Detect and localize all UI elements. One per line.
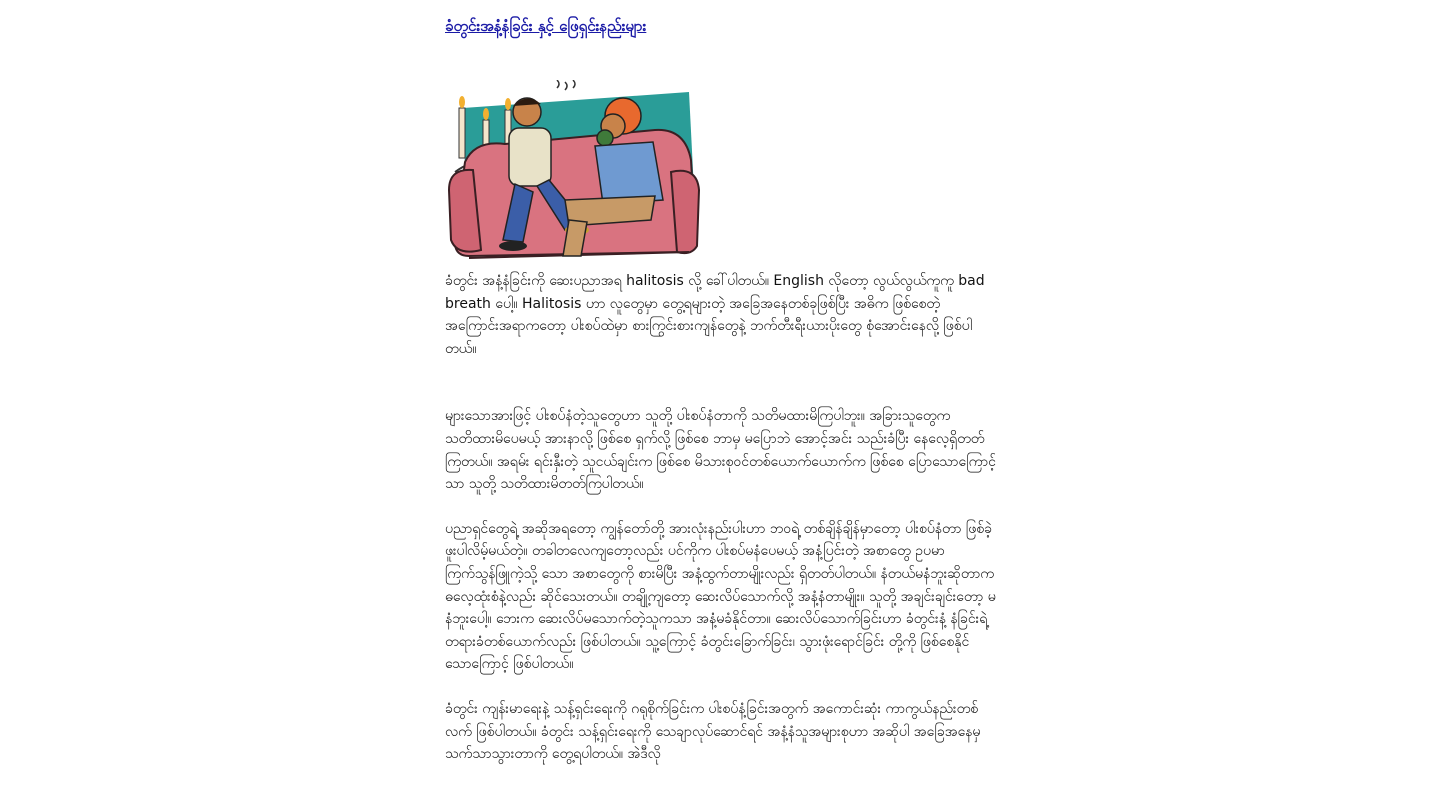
paragraph-experts: ပညာရှင်တွေရဲ့ အဆိုအရတော့ ကျွန်တော်တို့ အားလုံးနည်းပါးဟာ ဘဝရဲ့ တစ်ချိန်ချိန်မှာတော့ ပါးစပ်နံတာ ဖြစ်ခဲ့ဖူးပါလိမ့်မယ်တဲ့။ တခါတလေကျတော့လည်း ပင်ကိုက ပါးစပ်မနံပေမယ့် အနံ့ပြင်းတဲ့ အစာတွေ ဥပမာ ကြက်သွန်ဖြူကဲ့သို့ သော အစာတွေကို စားမိပြီး အနံ့ထွက်တာမျိုးလည်း ရှိတတ်ပါတယ်။ နံတယ်မနံဘူးဆိုတာက ဓလေ့ထုံးစံနဲ့လည်း ဆိုင်သေးတယ်။ တချို့ကျတော့ ဆေးလိပ်သောက်လို့ အနံ့နံတာမျိုး။ သူတို့ အချင်းချင်းတော့ မနံဘူးပေါ့။ ဘေးက ဆေးလိပ်မသောက်တဲ့သူကသာ အနံ့မခံနိုင်တာ။ ဆေးလိပ်သောက်ခြင်းဟာ ခံတွင်းနံ့ နံခြင်းရဲ့ တရားခံတစ်ယောက်လည်း ဖြစ်ပါတယ်။ သူ့ကြောင့် ခံတွင်းခြောက်ခြင်း၊ သွားဖုံးရောင်ခြင်း တို့ကို ဖြစ်စေနိုင်သောကြောင့် ဖြစ်ပါတယ်။: [445, 520, 996, 673]
article: [445, 14, 997, 766]
paragraph-gap: [445, 496, 997, 518]
paragraph-awareness: များသောအားဖြင့် ပါးစပ်နံတဲ့သူတွေဟာ သူတို့ ပါးစပ်နံတာကို သတိမထားမိကြပါဘူး။ အခြားသူတွေက သတိထားမိပေမယ့် အားနာလို့ ဖြစ်စေ ရှက်လို့ ဖြစ်စေ ဘာမှ မပြောဘဲ အောင့်အင်း သည်းခံပြီး နေလေ့ရှိတတ်ကြတယ်။ အရမ်း ရင်းနှီးတဲ့ သူငယ်ချင်းက ဖြစ်စေ မိသားစုဝင်တစ်ယောက်ယောက်က ဖြစ်စေ ပြောသောကြောင့်သာ သူတို့ သတိထားမိတတ်ကြပါတယ်။: [445, 408, 996, 493]
paragraph-gap: [445, 360, 997, 405]
article-title-link[interactable]: ခံတွင်းအနံ့နံခြင်း နှင့် ဖြေရှင်းနည်းများ: [445, 17, 647, 35]
couple-on-sofa-gas-mask-illustration: [445, 80, 703, 268]
paragraph-gap: [445, 676, 997, 698]
paragraph-intro: ခံတွင်း အနံ့နံခြင်းကို ဆေးပညာအရ halitosis လို့ ခေါ်ပါတယ်။ English လိုတော့ လွယ်လွယ်ကူကူ bad breath ပေါ့။ Halitosis ဟာ လူတွေမှာ တွေ့ရများတဲ့ အခြေအနေတစ်ခုဖြစ်ပြီး အဓိက ဖြစ်စေတဲ့ အကြောင်းအရာကတော့ ပါးစပ်ထဲမှာ စားကြွင်းစားကျန်တွေနဲ့ ဘက်တီးရီးယားပိုးတွေ စုံအောင်းနေလို့ ဖြစ်ပါတယ်။: [445, 273, 985, 357]
paragraph-hygiene: ခံတွင်း ကျန်းမာရေးနဲ့ သန့်ရှင်းရေးကို ဂရုစိုက်ခြင်းက ပါးစပ်နံ့ခြင်းအတွက် အကောင်းဆုံး ကာကွယ်နည်းတစ်လက် ဖြစ်ပါတယ်။ ခံတွင်း သန့်ရှင်းရေးကို သေချာလုပ်ဆောင်ရင် အနံ့နံသူအများစုဟာ အဆိုပါ အခြေအနေမှ သက်သာသွားတာကို တွေ့ရပါတယ်။ အဲဒီလို: [445, 700, 981, 763]
gas-mask-icon: [597, 130, 613, 146]
